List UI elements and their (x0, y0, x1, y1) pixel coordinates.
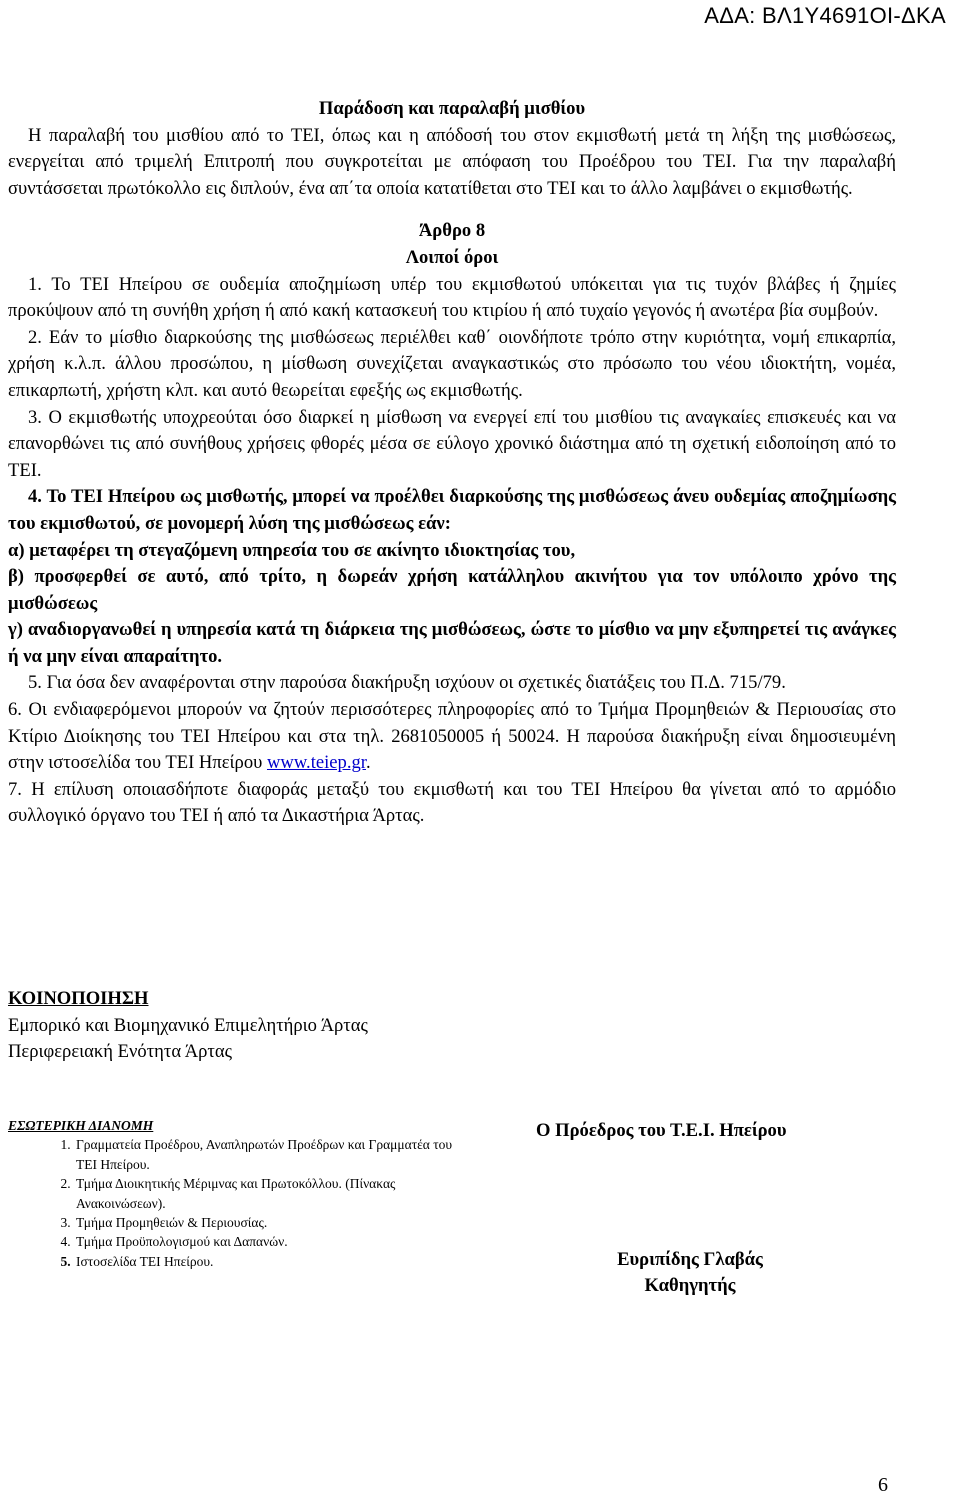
distribution-item: 2. Τμήμα Διοικητικής Μέριμνας και Πρωτοκόλλου. (Πίνακας Ανακοινώσεων). (74, 1174, 468, 1213)
notification-item: Περιφερειακή Ενότητα Άρτας (8, 1041, 233, 1063)
term-4a: α) μεταφέρει τη στεγαζόμενη υπηρεσία του σε ακίνητο ιδιοκτησίας του, (8, 539, 576, 561)
term-1: 1. Το ΤΕΙ Ηπείρου σε ουδεμία αποζημίωση υπέρ του εκμισθωτού υπόκειται για τις τυχόν βλάβες ή ζημίες προκύψουν από τη συνήθη χρήση ή από κακή κατασκευή του κτιρίου ή από τυχαίο γεγονός ή ανωτέρα βία συμβούν. (8, 273, 896, 322)
document-body (8, 96, 896, 830)
term-6 (8, 697, 896, 777)
distribution-item: 1. Γραμματεία Προέδρου, Αναπληρωτών Προέδρων και Γραμματέα του ΤΕΙ Ηπείρου. (74, 1135, 468, 1174)
notification-heading: ΚΟΙΝΟΠΟΙΗΣΗ (8, 988, 149, 1009)
term-5: 5. Για όσα δεν αναφέρονται στην παρούσα διακήρυξη ισχύουν οι σχετικές διατάξεις του Π.Δ. 715/79. (28, 672, 786, 694)
term-4: 4. Το ΤΕΙ Ηπείρου ως μισθωτής, μπορεί να προέλθει διαρκούσης της μισθώσεως άνευ ουδεμίας αποζημίωσης του εκμισθωτού, σε μονομερή λύση της μισθώσεως εάν: (8, 486, 896, 534)
section-title: Παράδοση και παραλαβή μισθίου (318, 98, 586, 119)
distribution-item: 4. Τμήμα Προϋπολογισμού και Δαπανών. (74, 1232, 468, 1251)
distribution-item (74, 1252, 468, 1271)
term-2: 2. Εάν το μίσθιο διαρκούσης της μισθώσεως περιέλθει καθ΄ οιονδήποτε τρόπο στην κυριότητα, νομή επικαρπία, χρήση κ.λ.π. άλλου προσώπου, η μίσθωση συνεχίζεται αναγκαστικώς στο πρόσωπο του νέου ιδιοκτήτη, νομέα, επικαρπωτή, χρήστη κλπ. και αυτό θεωρείται εφεξής ως εκμισθωτής. (8, 326, 896, 401)
term-4b: β) προσφερθεί σε αυτό, από τρίτο, η δωρεάν χρήση κατάλληλου ακινήτου για τον υπόλοιπο χρόνο της μισθώσεως (8, 566, 896, 614)
term-3: 3. Ο εκμισθωτής υποχρεούται όσο διαρκεί η μίσθωση να ενεργεί επί του μισθίου τις αναγκαίες επισκευές και να επανορθώνει τις από συνήθους χρήσεις φθορές μέσα σε εύλογο χρονικό διάστημα από τη σχετική ειδοποίηση από το ΤΕΙ. (8, 406, 896, 481)
article-title: Λοιποί όροι (405, 246, 499, 268)
website-link[interactable]: www.teiep.gr (266, 752, 366, 774)
term-7: 7. Η επίλυση οποιασδήποτε διαφοράς μεταξύ του εκμισθωτή και του ΤΕΙ Ηπείρου θα γίνεται από το αρμόδιο συλλογικό όργανο του ΤΕΙ ή από τα Δικαστήρια Άρτας. (8, 778, 896, 827)
term-4c: γ) αναδιοργανωθεί η υπηρεσία κατά τη διάρκεια της μισθώσεως, ώστε το μίσθιο να μην εξυπηρετεί τις ανάγκες ή να μην είναι απαραίτητο. (8, 619, 896, 667)
distribution-item: 3. Τμήμα Προμηθειών & Περιουσίας. (74, 1213, 468, 1232)
page-number: 6 (878, 1474, 888, 1496)
distribution-item-text: Ιστοσελίδα ΤΕΙ Ηπείρου. (76, 1253, 214, 1269)
ada-code: ΑΔΑ: ΒΛ1Υ4691ΟΙ-ΔΚΑ (704, 3, 946, 28)
term-6-end: . (365, 752, 371, 774)
internal-distribution-heading: ΕΣΩΤΕΡΙΚΗ ΔΙΑΝΟΜΗ (8, 1118, 154, 1133)
section-paragraph: Η παραλαβή του μισθίου από το ΤΕΙ, όπως και η απόδοσή του στον εκμισθωτή μετά τη λήξη της μισθώσεως, ενεργείται από τριμελή Επιτροπή που συγκροτείται με απόφαση του Προέδρου του ΤΕΙ. Για την παραλαβή συντάσσεται πρωτόκολλο εις διπλούν, ένα απ΄τα οποία κατατίθεται στο ΤΕΙ και το άλλο λαμβάνει ο εκμισθωτής. (8, 124, 896, 199)
article-number: Άρθρο 8 (418, 220, 486, 242)
notification-item: Εμπορικό και Βιομηχανικό Επιμελητήριο Άρτας (8, 1014, 368, 1036)
signatory-role: Ο Πρόεδρος του Τ.Ε.Ι. Ηπείρου (536, 1120, 787, 1141)
signatory-block (560, 1247, 820, 1299)
signatory-title: Καθηγητής (644, 1275, 736, 1296)
notification-block (8, 986, 368, 1066)
internal-distribution (8, 1116, 468, 1271)
term-6-text: 6. Οι ενδιαφερόμενοι μπορούν να ζητούν περισσότερες πληροφορίες από το Τμήμα Προμηθειών & Περιουσίας στο Κτίριο Διοίκησης του ΤΕΙ Ηπείρου και στα τηλ. 2681050005 ή 50024. Η παρούσα διακήρυξη είναι δημοσιευμένη στην ιστοσελίδα του ΤΕΙ Ηπείρου (8, 699, 896, 774)
signatory-name: Ευριπίδης Γλαβάς (617, 1249, 763, 1270)
